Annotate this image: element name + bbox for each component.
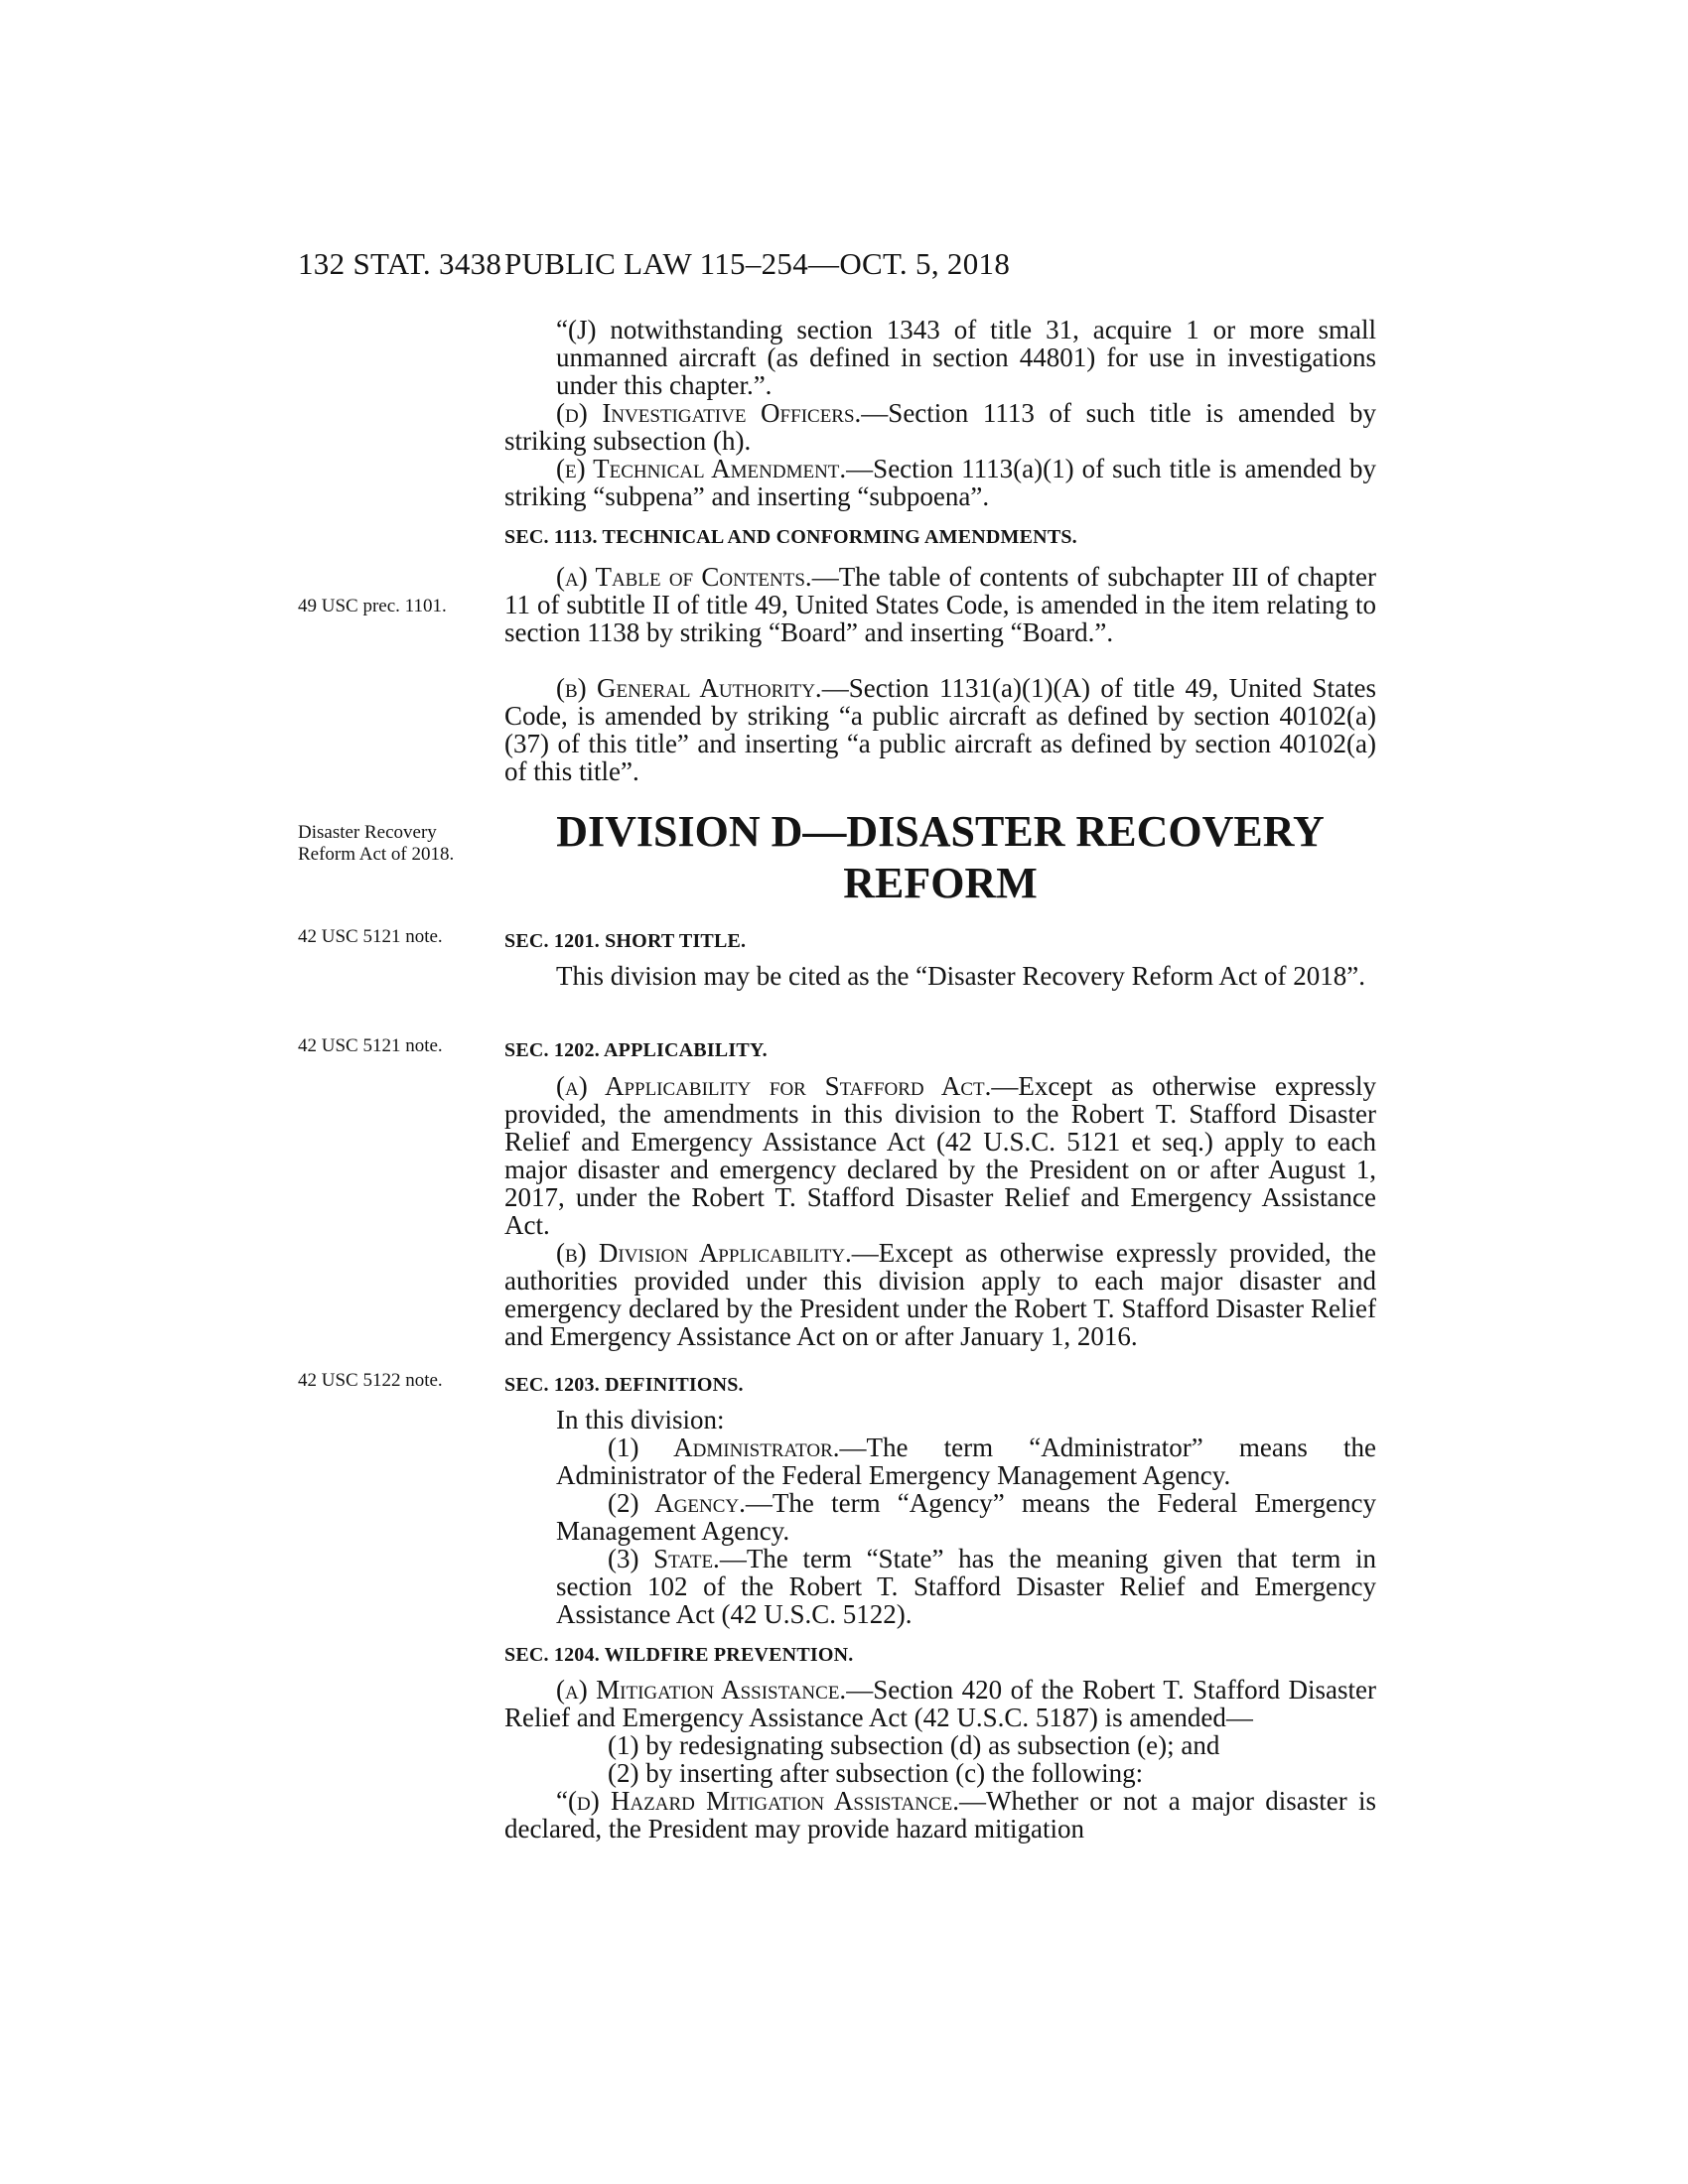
section-1113-b-heading: (b) General Authority. [556, 673, 822, 703]
division-title [504, 806, 1376, 909]
section-1204-a-text: —Section 420 of the Robert T. Stafford Disaster Relief and Emergency Assistance Act (42 U.S.C. 5187) is amended— [504, 1675, 1376, 1732]
definition-state-heading: (3) State. [608, 1544, 720, 1573]
section-1202-a-heading: (a) Applicability for Stafford Act. [556, 1071, 992, 1101]
section-1204-heading: SEC. 1204. WILDFIRE PREVENTION. [504, 1644, 854, 1666]
section-1202-a-text: —Except as otherwise expressly provided, the amendments in this division to the Robert T. Stafford Disaster Relief and Emergency Assistance Act (42 U.S.C. 5121 et seq.) apply to each major disaster and emergency declared by the President on or after August 1, 2017, under the Robert T. Stafford Disaster Relief and Emergency Assistance Act. [504, 1071, 1376, 1240]
definition-administrator-heading: (1) Administrator. [608, 1433, 840, 1462]
section-1202-b-heading: (b) Division Applicability. [556, 1238, 852, 1268]
subsection-d-heading: (d) Investigative Officers. [556, 398, 862, 428]
section-1204-a-heading: (a) Mitigation Assistance. [556, 1675, 847, 1705]
section-1113-b-text: —Section 1131(a)(1)(A) of title 49, United States Code, is amended by striking “a public aircraft as defined by section 40102(a)(37) of this title” and inserting “a public aircraft as defined by section 40102(a) of this title”. [504, 673, 1377, 786]
section-1203-heading: SEC. 1203. DEFINITIONS. [504, 1374, 744, 1396]
division-title-line-1: DIVISION D—DISASTER RECOVERY [556, 807, 1325, 856]
section-1201-text: This division may be cited as the “Disaster Recovery Reform Act of 2018”. [556, 961, 1366, 991]
definition-agency-text: —The term “Agency” means the Federal Emergency Management Agency. [556, 1488, 1376, 1546]
definition-state [504, 1545, 1376, 1628]
subsection-e-text: —Section 1113(a)(1) of such title is amended by striking “subpena” and inserting “subpoena”. [504, 454, 1377, 511]
margin-note-short-title: Disaster Recovery Reform Act of 2018. [298, 822, 455, 865]
clause-j [504, 316, 1376, 399]
section-1201-heading: SEC. 1201. SHORT TITLE. [504, 930, 747, 952]
definition-agency-heading: (2) Agency. [608, 1488, 746, 1518]
section-1204-a-2: (2) by inserting after subsection (c) the following: [608, 1758, 1144, 1788]
section-1204-body [504, 1676, 1376, 1843]
section-1113-a-text: —The table of contents of subchapter III of chapter 11 of subtitle II of title 49, United States Code, is amended in the item relating to section 1138 by striking “Board” and inserting “Board.”. [504, 562, 1376, 647]
margin-note-49-usc: 49 USC prec. 1101. [298, 596, 447, 616]
statute-page-number: 132 STAT. 3438 [298, 246, 502, 281]
margin-note-42-usc-5121-a: 42 USC 5121 note. [298, 926, 443, 947]
section-1204-a-1: (1) by redesignating subsection (d) as subsection (e); and [608, 1730, 1220, 1760]
subsection-e-heading: (e) Technical Amendment. [556, 454, 847, 483]
division-title-line-2: REFORM [843, 859, 1038, 907]
section-1202-b-text: —Except as otherwise expressly provided, the authorities provided under this division apply to each major disaster and emergency declared by the President under the Robert T. Stafford Disaster Relief and Emergency Assistance Act on or after January 1, 2016. [504, 1238, 1376, 1351]
margin-note-42-usc-5121-b: 42 USC 5121 note. [298, 1035, 443, 1056]
subsection-e [504, 455, 1376, 510]
section-1202-heading: SEC. 1202. APPLICABILITY. [504, 1039, 768, 1061]
margin-note-42-usc-5122: 42 USC 5122 note. [298, 1370, 443, 1391]
subsection-d-text: —Section 1113 of such title is amended by striking subsection (h). [504, 398, 1376, 456]
section-1203-intro: In this division: [556, 1405, 725, 1434]
section-1202-a [504, 1072, 1376, 1239]
definition-administrator [504, 1433, 1376, 1489]
section-1113-a-heading: (a) Table of Contents. [556, 562, 812, 592]
section-1113-a [504, 563, 1376, 646]
definition-administrator-text: —The term “Administrator” means the Administrator of the Federal Emergency Management Agency. [556, 1433, 1376, 1490]
section-1113-b [504, 674, 1376, 785]
section-1203-body [504, 1406, 1376, 1628]
section-1201-body [504, 962, 1376, 990]
clause-j-text: “(J) notwithstanding section 1343 of title 31, acquire 1 or more small unmanned aircraft (as defined in section 44801) for use in investigations under this chapter.”. [556, 315, 1376, 400]
hazard-mitigation-text: —Whether or not a major disaster is declared, the President may provide hazard mitigation [504, 1786, 1377, 1843]
section-1113-heading: SEC. 1113. TECHNICAL AND CONFORMING AMENDMENTS. [504, 526, 1077, 548]
running-header: PUBLIC LAW 115–254—OCT. 5, 2018 [504, 246, 1011, 281]
hazard-mitigation-heading: “(d) Hazard Mitigation Assistance. [556, 1786, 960, 1816]
section-1202-b [504, 1239, 1376, 1350]
definition-agency [504, 1489, 1376, 1545]
subsection-d [504, 399, 1376, 455]
definition-state-text: —The term “State” has the meaning given that term in section 102 of the Robert T. Stafford Disaster Relief and Emergency Assistance Act (42 U.S.C. 5122). [556, 1544, 1376, 1629]
